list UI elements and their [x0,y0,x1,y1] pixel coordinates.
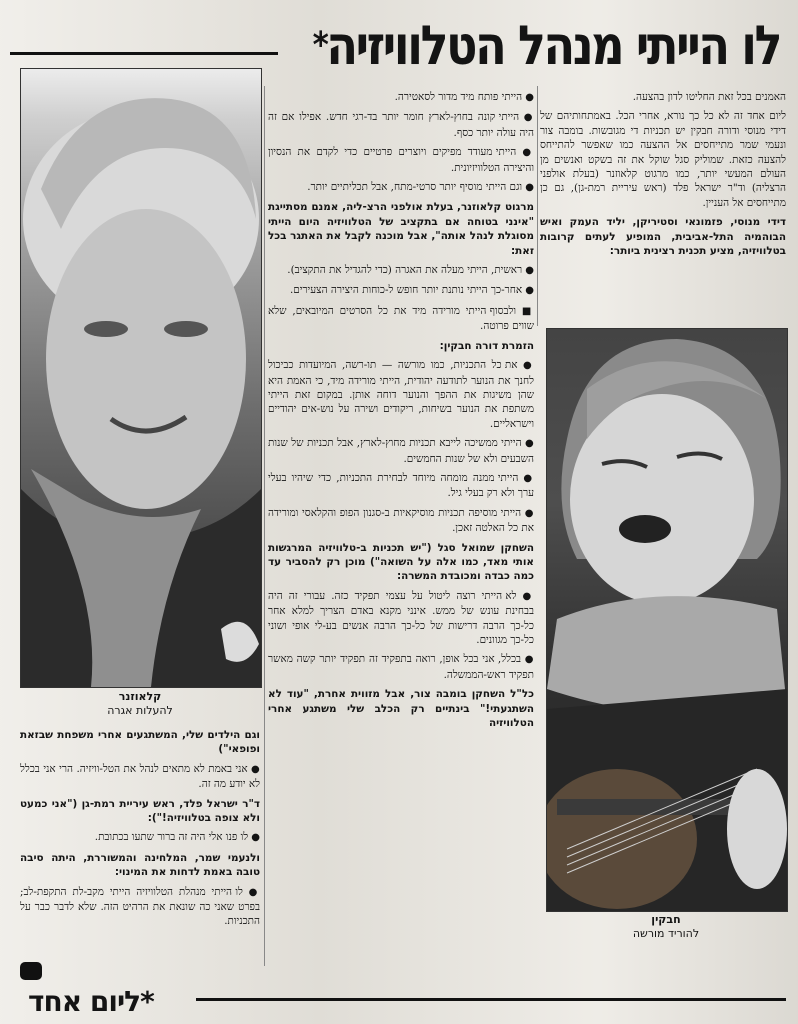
bullet-item: ● את כל התכניות, כמו מורשה — תו-רשה, המיועדות כביכול לחנך את הנוער לתודעה יהודית, הייתי מורידה מיד, כי האמת היא שהן משיגות את ההפך והנוער דוחה אותן. במקום זאת הייתי משתפת את הנוער בשיחות, ריקודים ושירה על נוש-אים יהודיים וישראליים. [268,358,534,431]
bullet-item: ● אני באמת לא מתאים לנהל את הטל-וויזיה. הרי אני בכלל לא יודע מה זה. [20,762,260,792]
bullet-item: ● ראשית, הייתי מעלה את האגרה (כדי להגדיל את התקציב). [268,263,534,278]
article-column-left [20,728,260,960]
ink-blot [20,962,42,980]
footer-rule [196,998,786,1001]
paragraph: דידי מנוסי, פזמונאי וסטיריקן, יליד העמק ואיש הבוהמיה התל-אביבית, המופיע לעתים קרובות בטלוויזיה, מציע תכנית רצינית ביותר: [540,216,786,258]
bullet-item: ● הייתי פותח מיד מדור לסאטירה. [268,90,534,105]
caption-sub: להוריד מורשה [632,927,700,940]
headline [312,10,780,88]
article-column-right [540,90,786,263]
subheading-paragraph: כל"ל השחקן בומבה צור, אבל מזווית אחרת, "עוד לא השתגעתי!" בינתיים רק הכלב שלי משתגע אחרי הטלוויזיה [268,688,534,730]
subheading-paragraph: וגם הילדים שלי, המשתגעים אחרי משפחת שבזאת ופופאי") [20,729,260,756]
bullet-item: ● הייתי ממנה מומחה מיוחד לבחירת התכניות, כדי שיהיו בעלי ערך ולא רק בעלי גיל. [268,471,534,501]
bullet-item: ● בכלל, אני בכל אופן, רואה בתפקיד זה תפקיד יותר קשה מאשר תפקיד ראש-הממשלה. [268,652,534,682]
bullet-item: ● וגם הייתי מוסיף יותר סרטי-מתח, אבל תכליתיים יותר. [268,180,534,195]
bullet-item: ● לו הייתי מנהלת הטלוויזיה הייתי מקב-לת התקפת-לב; בפרט שאני כה שונאת את הרהיט הזה. שלא לדבר כבר על התכניות. [20,885,260,929]
top-rule [10,52,278,55]
caption-name: חבקין [651,913,681,926]
caption-chavkin [546,913,786,941]
subheading-paragraph: ד"ר ישראל פלד, ראש עיריית רמת-גן ("אני כמעט ולא צופה בטלוויזיה!"): [20,797,260,825]
headline-text: לו הייתי מנהל הטלוויזיה [326,14,780,77]
bullet-item: ● הייתי מוסיפה תכניות מוסיקאיות ב-סגנון הפופ והקלאסי ומורידה את כל האלטה זאכן. [268,506,534,536]
subheading-paragraph: מרגוט קלאוזנר, בעלת אולפני הרצ-ליה, אמנם מסתייגת "אינני בטוחה אם בתקציב של הטלוויזיה היום הייתי מסוגלת לנהל אותה", אבל מוכנה לקבל את האתגר בכל זאת: [268,201,534,257]
paragraph: האמנים בכל זאת החליטו לדון בהצעה. [632,91,786,103]
photo-chavkin [546,328,788,912]
photo-klausner [20,68,262,688]
bullet-item: ● הייתי ממשיכה לייבא תכניות מחוץ-לארץ, אבל תכניות של שנות השבעים ולא של שנות החמשים. [268,436,534,466]
bullet-item: ● לא הייתי רוצה ליטול על עצמי תפקיד כזה. עבורי זה היה בבחינת עונש של ממש. אינני מקנא באדם הצריך למלא אחר כל-כך הרבה דרישות של כל-כך הרבה אנשים בע-לי אופי ושוני כל-כך מגוונים. [268,589,534,648]
column-divider [537,86,538,326]
subheading-paragraph: הזמרת דורה חבקין: [439,339,534,352]
bullet-item: ● לו פנו אלי היה זה ברור שתעו בכתובת. [20,830,260,845]
caption-sub: להעלות אגרה [107,704,173,717]
caption-klausner [20,690,260,718]
paragraph: ליום אחד זה לא כל כך נורא, אחרי הכל. באמתחותיהם של דידי מנוסי ודורה חבקין יש תכניות די מגובשות. בומבה צור ונעמי שמר מתייחסים אל ההצעה כמו שאפשר להתייחס להצעה כזאת. שמוליק סגל שוקל את זה בשקט ואנשים מן העולם המעשי יותר, כמו מרגוט קלאוזנר (בעלת אולפני הרצליה) וד"ר ישראל פלד (ראש עיריית רמת-גן), גם כן מתייחסים אל העניין. [540,110,786,209]
article-column-middle [268,90,534,964]
footer-tag: *ליום אחד [28,985,154,1018]
bullet-item: ● אחר-כך הייתי נותנת יותר חופש ל-כוחות היצירה הצעירים. [268,283,534,298]
subheading-paragraph: השחקן שמואל סגל ("יש תכניות ב-טלוויזיה המרגשות אותי מאד, כמו אלה על השואה") מוכן רק להסביר עד כמה כבדה ומכובדת המשרה: [268,541,534,583]
bullet-item: ● הייתי קונה בחוץ-לארץ חומר יותר בד-רגי חדש. אפילו אם זה היה עולה יותר כסף. [268,110,534,140]
subheading-paragraph: ולנעמי שמר, המלחינה והמשוררת, היתה סיבה טובה באמת לדחות את המינוי: [20,851,260,879]
headline-star: * [312,25,327,66]
bullet-item: ● הייתי מעודד מפיקים ויוצרים פרטיים כדי לקדם את הנסיון והיצירה הטלוויזיונית. [268,145,534,175]
caption-name: קלאוזנר [118,690,162,703]
column-divider [264,86,265,966]
bullet-item: ■ ולבסוף הייתי מורידה מיד את כל הסרטים המיובאים, שלא שווים פרוטה. [268,304,534,334]
